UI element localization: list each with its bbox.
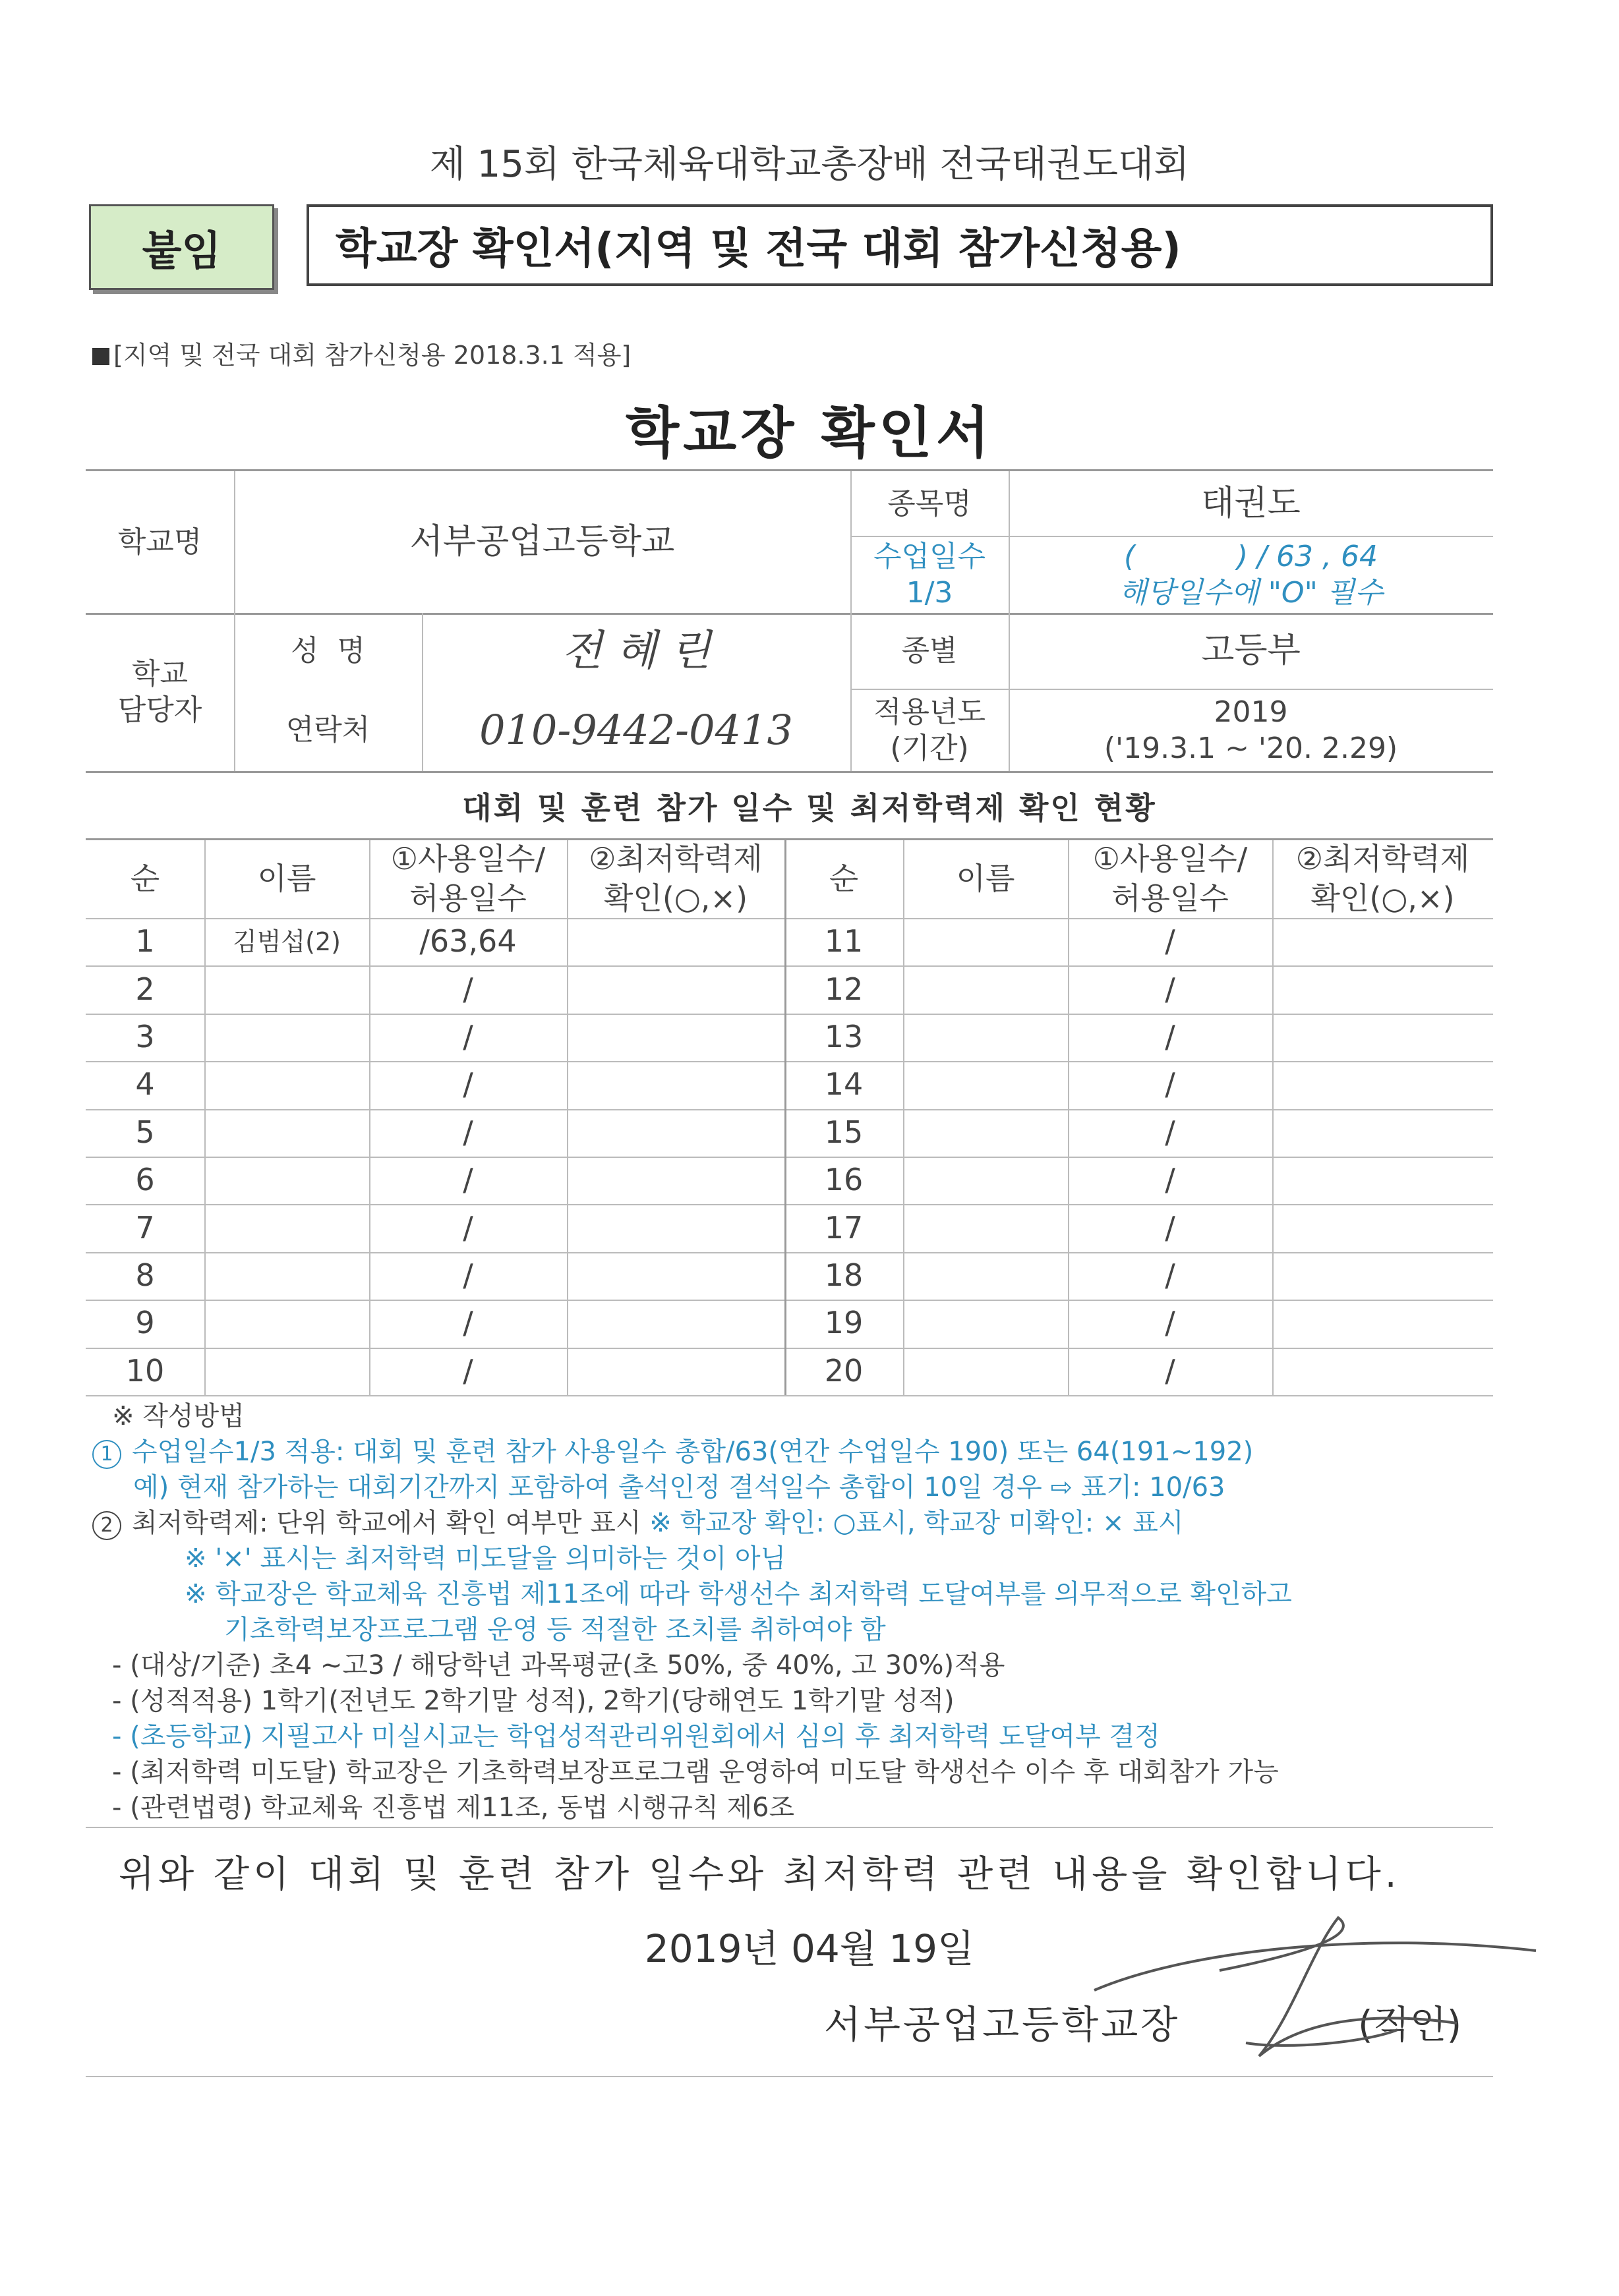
instructions-heading: ※ 작성방법 — [112, 1401, 245, 1431]
table-row-divider — [86, 918, 1493, 919]
class-days-label-line2: 1/3 — [906, 575, 953, 610]
header-days-line1: ①사용일수/ — [1092, 841, 1248, 877]
cell-days: / — [463, 1209, 473, 1246]
sport-label: 종목명 — [887, 486, 972, 521]
header-days-line2: 허용일수 — [409, 880, 527, 916]
detail-5: - (관련법령) 학교체육 진흥법 제11조, 동법 시행규칙 제6조 — [112, 1793, 795, 1823]
cell-name — [903, 1300, 1068, 1347]
cell-name — [903, 1014, 1068, 1061]
cell-name — [204, 1157, 369, 1204]
cell-name — [903, 1348, 1068, 1395]
cell-no: 16 — [824, 1162, 864, 1198]
table-row-divider — [86, 1157, 1493, 1158]
cell-name — [204, 1061, 369, 1108]
note-2-sub2b: 기초학력보장프로그램 운영 등 적절한 조치를 취하여야 함 — [224, 1615, 886, 1645]
sport-value: 태권도 — [1201, 483, 1301, 523]
issue-date: 2019년 04월 19일 — [644, 1926, 975, 1971]
cell-days: / — [1165, 1066, 1175, 1103]
cell-days: / — [463, 1352, 473, 1389]
document-type-box — [307, 204, 1493, 286]
cell-no: 14 — [824, 1066, 864, 1103]
document-type-label: 학교장 확인서(지역 및 전국 대회 참가신청용) — [336, 225, 1181, 273]
cell-name — [903, 1157, 1068, 1204]
cell-days: / — [1165, 1162, 1175, 1198]
square-bullet-icon — [92, 348, 109, 365]
principal-name: 서부공업고등학교장 — [824, 2002, 1181, 2047]
cell-academic — [1272, 1204, 1493, 1251]
cell-days: / — [1165, 1019, 1175, 1055]
table-row-divider — [86, 1014, 1493, 1015]
class-days-label — [850, 536, 1009, 613]
cell-name — [204, 1204, 369, 1251]
cell-no: 15 — [824, 1114, 864, 1150]
class-days-label-line1: 수업일수 — [873, 539, 986, 573]
note-1 — [92, 1434, 1529, 1470]
note-2-text: 최저학력제: 단위 학교에서 확인 여부만 표시 — [132, 1508, 650, 1538]
cell-days: / — [1165, 1305, 1175, 1341]
note-1-example: 예) 현재 참가하는 대회기간까지 포함하여 출석인정 결석일수 총합이 10일 경우 ⇨ 표기: 10/63 — [133, 1472, 1225, 1503]
cell-no: 20 — [824, 1352, 864, 1389]
cell-no: 8 — [135, 1257, 155, 1294]
header-name: 이름 — [257, 861, 316, 897]
reference-note-text: [지역 및 전국 대회 참가신청용 2018.3.1 적용] — [113, 341, 632, 370]
cell-name — [903, 1252, 1068, 1300]
table-col-divider — [369, 840, 370, 1395]
attachment-badge: 붙임 — [89, 204, 274, 290]
detail-2: - (성적적용) 1학기(전년도 2학기말 성적), 2학기(당해연도 1학기말 성적) — [112, 1686, 955, 1716]
cell-academic — [1272, 965, 1493, 1013]
cell-no: 10 — [125, 1352, 165, 1389]
year-value-line1: 2019 — [1214, 695, 1288, 729]
table-col-divider — [1272, 840, 1274, 1395]
phone-label: 연락처 — [285, 713, 370, 747]
cell-days: / — [463, 1162, 473, 1198]
cell-days: / — [463, 1305, 473, 1341]
name-value: 전 혜 린 — [561, 626, 711, 675]
cell-days: / — [1165, 1257, 1175, 1294]
note-2-sub2: ※ 학교장은 학교체육 진흥법 제11조에 따라 학생선수 최저학력 도달여부를 의무적으로 확인하고 — [185, 1579, 1292, 1609]
note-1-number: 1 — [92, 1440, 121, 1469]
year-label-line2: (기간) — [890, 731, 969, 765]
cell-academic — [1272, 1061, 1493, 1108]
cell-days: / — [1165, 923, 1175, 960]
cell-no: 1 — [135, 923, 155, 960]
contact-label — [86, 613, 234, 771]
cell-name — [204, 965, 369, 1013]
header-academic-line2: 확인(○,×) — [603, 880, 748, 916]
name-label: 성 명 — [291, 634, 365, 668]
cell-academic — [567, 965, 784, 1013]
cell-days: / — [1165, 1352, 1175, 1389]
official-seal-label: (직인) — [1358, 2002, 1462, 2047]
header-academic-line1: ②최저학력제 — [1295, 841, 1470, 877]
cell-no: 19 — [824, 1305, 864, 1341]
header-academic-line1: ②최저학력제 — [589, 841, 763, 877]
notes-divider — [86, 1827, 1493, 1828]
table-row-divider — [86, 1204, 1493, 1205]
cell-academic — [567, 1109, 784, 1157]
header-days — [1068, 840, 1272, 918]
cell-name — [204, 1014, 369, 1061]
cell-name — [204, 1300, 369, 1347]
cell-academic — [1272, 1252, 1493, 1300]
year-value — [1009, 689, 1493, 771]
cell-no: 2 — [135, 971, 155, 1007]
note-2-number: 2 — [92, 1511, 121, 1540]
detail-4: - (최저학력 미도달) 학교장은 기초학력보장프로그램 운영하여 미도달 학생선수 이수 후 대회참가 가능 — [112, 1757, 1279, 1787]
cell-no: 12 — [824, 971, 864, 1007]
cell-academic — [567, 1061, 784, 1108]
cell-name — [903, 918, 1068, 965]
cell-no: 9 — [135, 1305, 155, 1341]
cell-academic — [567, 1348, 784, 1395]
table-col-divider — [1068, 840, 1069, 1395]
participation-table — [86, 838, 1493, 1396]
cell-academic — [1272, 1300, 1493, 1347]
cell-name — [903, 1061, 1068, 1108]
cell-academic — [567, 1252, 784, 1300]
cell-academic — [1272, 1109, 1493, 1157]
cell-no: 18 — [824, 1257, 864, 1294]
school-label: 학교명 — [117, 525, 202, 559]
table-row-divider — [86, 1348, 1493, 1349]
confirmation-statement: 위와 같이 대회 및 훈련 참가 일수와 최저학력 관련 내용을 확인합니다. — [119, 1853, 1401, 1896]
cell-academic — [567, 1300, 784, 1347]
phone-value: 010-9442-0413 — [479, 705, 793, 754]
cell-days: / — [463, 1114, 473, 1150]
header-name: 이름 — [956, 861, 1015, 897]
note-1-text: 수업일수1/3 적용: 대회 및 훈련 참가 사용일수 총합/63(연간 수업일수 190) 또는 64(191~192) — [132, 1437, 1254, 1467]
header-no: 순 — [130, 861, 160, 897]
info-divider — [86, 771, 1493, 773]
cell-no: 5 — [135, 1114, 155, 1150]
detail-3: - (초등학교) 지필고사 미실시교는 학업성적관리위원회에서 심의 후 최저학력 도달여부 결정 — [112, 1721, 1160, 1752]
cell-academic — [567, 1204, 784, 1251]
division-label: 종별 — [901, 634, 958, 668]
cell-name — [204, 1252, 369, 1300]
table-row-divider — [86, 965, 1493, 967]
table-row-divider — [86, 1300, 1493, 1301]
cell-academic — [567, 1157, 784, 1204]
cell-days: /63,64 — [419, 923, 517, 960]
cell-academic — [567, 1014, 784, 1061]
cell-no: 11 — [824, 923, 864, 960]
footer-divider — [86, 2076, 1493, 2077]
cell-no: 7 — [135, 1209, 155, 1246]
cell-no: 3 — [135, 1019, 155, 1055]
cell-name — [204, 1348, 369, 1395]
table-col-divider — [204, 840, 206, 1395]
table-col-divider — [784, 840, 786, 1395]
note-2 — [92, 1505, 1529, 1541]
table-row-divider — [86, 1109, 1493, 1110]
cell-academic — [1272, 1348, 1493, 1395]
year-label-line1: 적용년도 — [873, 695, 986, 729]
instructions — [92, 1398, 1529, 1825]
cell-academic — [1272, 918, 1493, 965]
year-value-line2: ('19.3.1 ~ '20. 2.29) — [1104, 731, 1398, 765]
table-col-divider — [903, 840, 904, 1395]
cell-academic — [1272, 1014, 1493, 1061]
header-academic — [1272, 840, 1493, 918]
class-days-value-line2: 해당일수에 "O" 필수 — [1119, 575, 1383, 610]
reference-note — [92, 335, 631, 371]
class-days-value — [1009, 536, 1493, 613]
main-title: 학교장 확인서 — [625, 401, 994, 465]
contact-label-line2: 담당자 — [117, 693, 202, 727]
year-label — [850, 689, 1009, 771]
contact-label-line1: 학교 — [131, 657, 188, 691]
class-days-value-line1: ( ) / 63 , 64 — [1124, 539, 1378, 573]
cell-no: 6 — [135, 1162, 155, 1198]
school-value: 서부공업고등학교 — [409, 522, 675, 561]
header-academic-line2: 확인(○,×) — [1310, 880, 1455, 916]
cell-academic — [567, 918, 784, 965]
header-no: 순 — [829, 861, 859, 897]
cell-name — [204, 1109, 369, 1157]
header-days-line1: ①사용일수/ — [390, 841, 546, 877]
table-row-divider — [86, 1252, 1493, 1253]
cell-days: / — [1165, 971, 1175, 1007]
header-academic — [567, 840, 784, 918]
header-days — [369, 840, 567, 918]
note-2-mark-rule: ※ 학교장 확인: ○표시, 학교장 미확인: × 표시 — [649, 1508, 1184, 1538]
cell-no: 17 — [824, 1209, 864, 1246]
detail-1: - (대상/기준) 초4 ~고3 / 해당학년 과목평균(초 50%, 중 40%, 고 30%)적용 — [112, 1650, 1005, 1680]
cell-name — [903, 1204, 1068, 1251]
cell-academic — [1272, 1157, 1493, 1204]
table-row-divider — [86, 1395, 1493, 1396]
cell-days: / — [463, 1066, 473, 1103]
table-col-divider — [567, 840, 568, 1395]
cell-no: 13 — [824, 1019, 864, 1055]
cell-days: / — [1165, 1114, 1175, 1150]
info-table — [86, 469, 1493, 771]
cell-name: 김범섭(2) — [233, 927, 341, 956]
table-row-divider — [86, 1061, 1493, 1062]
event-title: 제 15회 한국체육대학교총장배 전국태권도대회 — [429, 143, 1190, 186]
cell-days: / — [1165, 1209, 1175, 1246]
cell-name — [903, 1109, 1068, 1157]
signature-scribble — [1088, 1911, 1549, 2082]
note-2-sub1: ※ '×' 표시는 최저학력 미도달을 의미하는 것이 아님 — [185, 1543, 786, 1574]
cell-no: 4 — [135, 1066, 155, 1103]
cell-days: / — [463, 1019, 473, 1055]
cell-days: / — [463, 971, 473, 1007]
cell-name — [903, 965, 1068, 1013]
cell-days: / — [463, 1257, 473, 1294]
header-days-line2: 허용일수 — [1111, 880, 1229, 916]
division-value: 고등부 — [1201, 631, 1301, 670]
section-title: 대회 및 훈련 참가 일수 및 최저학력제 확인 현황 — [462, 790, 1157, 826]
